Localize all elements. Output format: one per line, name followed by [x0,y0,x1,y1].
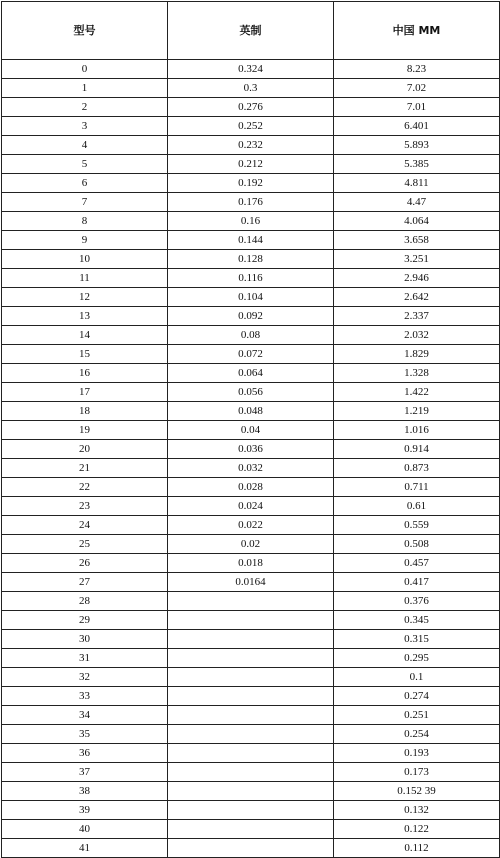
table-row [2,668,500,687]
cell-mm: 5.385 [334,155,500,174]
table-row [2,193,500,212]
cell-mm: 0.152 39 [334,782,500,801]
cell-inch: 0.028 [168,478,334,497]
cell-model: 31 [2,649,168,668]
cell-model: 4 [2,136,168,155]
header-model: 型号 [2,2,168,60]
cell-mm: 0.457 [334,554,500,573]
cell-mm: 0.914 [334,440,500,459]
cell-model: 1 [2,79,168,98]
cell-mm: 0.1 [334,668,500,687]
cell-inch [168,725,334,744]
cell-model: 27 [2,573,168,592]
cell-model: 10 [2,250,168,269]
cell-mm: 1.422 [334,383,500,402]
header-mm: 中国 MM [334,2,500,60]
cell-inch: 0.048 [168,402,334,421]
cell-model: 21 [2,459,168,478]
cell-mm: 3.658 [334,231,500,250]
cell-inch: 0.056 [168,383,334,402]
header-inch: 英制 [168,2,334,60]
table-row [2,763,500,782]
cell-inch [168,763,334,782]
cell-inch [168,820,334,839]
cell-inch [168,687,334,706]
table-row [2,592,500,611]
cell-inch: 0.128 [168,250,334,269]
cell-model: 12 [2,288,168,307]
table-row [2,535,500,554]
cell-mm: 1.829 [334,345,500,364]
cell-inch: 0.02 [168,535,334,554]
cell-inch: 0.064 [168,364,334,383]
cell-mm: 0.274 [334,687,500,706]
table-row [2,497,500,516]
cell-inch [168,839,334,858]
table-row [2,725,500,744]
table-row [2,345,500,364]
cell-inch: 0.0164 [168,573,334,592]
cell-inch [168,592,334,611]
cell-model: 17 [2,383,168,402]
table-row [2,478,500,497]
cell-mm: 0.112 [334,839,500,858]
cell-inch: 0.018 [168,554,334,573]
cell-mm: 3.251 [334,250,500,269]
table-row [2,98,500,117]
table-row [2,649,500,668]
cell-inch: 0.036 [168,440,334,459]
table-row [2,174,500,193]
table-row [2,212,500,231]
table-row [2,307,500,326]
table-row [2,630,500,649]
cell-inch [168,744,334,763]
table-row [2,820,500,839]
table-row [2,687,500,706]
table-row [2,250,500,269]
table-row [2,79,500,98]
cell-inch: 0.16 [168,212,334,231]
table-row [2,782,500,801]
cell-inch: 0.116 [168,269,334,288]
cell-model: 37 [2,763,168,782]
cell-inch: 0.276 [168,98,334,117]
cell-mm: 0.417 [334,573,500,592]
cell-model: 0 [2,60,168,79]
cell-inch: 0.324 [168,60,334,79]
table-row [2,839,500,858]
cell-model: 35 [2,725,168,744]
cell-mm: 0.508 [334,535,500,554]
cell-mm: 5.893 [334,136,500,155]
table-row [2,801,500,820]
cell-mm: 2.337 [334,307,500,326]
table-row [2,364,500,383]
cell-model: 40 [2,820,168,839]
cell-inch [168,706,334,725]
cell-model: 28 [2,592,168,611]
cell-mm: 0.173 [334,763,500,782]
cell-model: 32 [2,668,168,687]
cell-inch [168,611,334,630]
table-row [2,383,500,402]
cell-inch: 0.144 [168,231,334,250]
cell-model: 39 [2,801,168,820]
cell-inch: 0.3 [168,79,334,98]
cell-inch: 0.092 [168,307,334,326]
cell-model: 3 [2,117,168,136]
cell-model: 41 [2,839,168,858]
table-row [2,269,500,288]
cell-model: 20 [2,440,168,459]
table-row [2,136,500,155]
cell-inch: 0.032 [168,459,334,478]
cell-model: 36 [2,744,168,763]
cell-mm: 4.064 [334,212,500,231]
table-row [2,117,500,136]
cell-inch: 0.022 [168,516,334,535]
cell-model: 29 [2,611,168,630]
cell-mm: 0.295 [334,649,500,668]
cell-model: 22 [2,478,168,497]
table-row [2,440,500,459]
cell-model: 15 [2,345,168,364]
cell-mm: 0.345 [334,611,500,630]
table-row [2,611,500,630]
cell-mm: 0.132 [334,801,500,820]
cell-model: 25 [2,535,168,554]
table-body [2,60,500,858]
cell-mm: 0.122 [334,820,500,839]
cell-mm: 1.328 [334,364,500,383]
table-row [2,516,500,535]
cell-model: 18 [2,402,168,421]
gauge-table [1,1,500,858]
cell-inch: 0.024 [168,497,334,516]
table-row [2,402,500,421]
cell-mm: 1.219 [334,402,500,421]
table-row [2,573,500,592]
cell-model: 26 [2,554,168,573]
cell-model: 24 [2,516,168,535]
cell-mm: 0.315 [334,630,500,649]
cell-mm: 8.23 [334,60,500,79]
cell-inch: 0.212 [168,155,334,174]
cell-inch: 0.04 [168,421,334,440]
table-row [2,231,500,250]
cell-model: 2 [2,98,168,117]
cell-inch: 0.232 [168,136,334,155]
table-row [2,459,500,478]
cell-model: 7 [2,193,168,212]
cell-mm: 0.376 [334,592,500,611]
cell-model: 33 [2,687,168,706]
table-row [2,744,500,763]
cell-mm: 0.193 [334,744,500,763]
table-row [2,554,500,573]
cell-mm: 0.873 [334,459,500,478]
cell-inch [168,801,334,820]
cell-mm: 1.016 [334,421,500,440]
cell-mm: 4.811 [334,174,500,193]
table-row [2,288,500,307]
header-row [2,2,500,60]
cell-model: 19 [2,421,168,440]
cell-mm: 4.47 [334,193,500,212]
cell-inch: 0.104 [168,288,334,307]
cell-inch [168,782,334,801]
cell-mm: 6.401 [334,117,500,136]
cell-inch: 0.176 [168,193,334,212]
cell-mm: 0.711 [334,478,500,497]
table-row [2,326,500,345]
cell-model: 34 [2,706,168,725]
cell-inch: 0.08 [168,326,334,345]
cell-mm: 2.032 [334,326,500,345]
cell-model: 38 [2,782,168,801]
table-row [2,421,500,440]
cell-model: 14 [2,326,168,345]
table-row [2,155,500,174]
cell-inch [168,649,334,668]
cell-mm: 2.946 [334,269,500,288]
cell-mm: 0.559 [334,516,500,535]
cell-model: 30 [2,630,168,649]
table-row [2,706,500,725]
cell-mm: 0.251 [334,706,500,725]
cell-model: 8 [2,212,168,231]
cell-model: 6 [2,174,168,193]
cell-inch [168,630,334,649]
cell-inch: 0.072 [168,345,334,364]
cell-model: 11 [2,269,168,288]
cell-mm: 7.02 [334,79,500,98]
cell-mm: 2.642 [334,288,500,307]
cell-model: 23 [2,497,168,516]
cell-mm: 7.01 [334,98,500,117]
cell-model: 16 [2,364,168,383]
cell-inch: 0.192 [168,174,334,193]
cell-mm: 0.61 [334,497,500,516]
cell-model: 9 [2,231,168,250]
table-row [2,60,500,79]
cell-inch [168,668,334,687]
cell-inch: 0.252 [168,117,334,136]
cell-mm: 0.254 [334,725,500,744]
cell-model: 13 [2,307,168,326]
cell-model: 5 [2,155,168,174]
